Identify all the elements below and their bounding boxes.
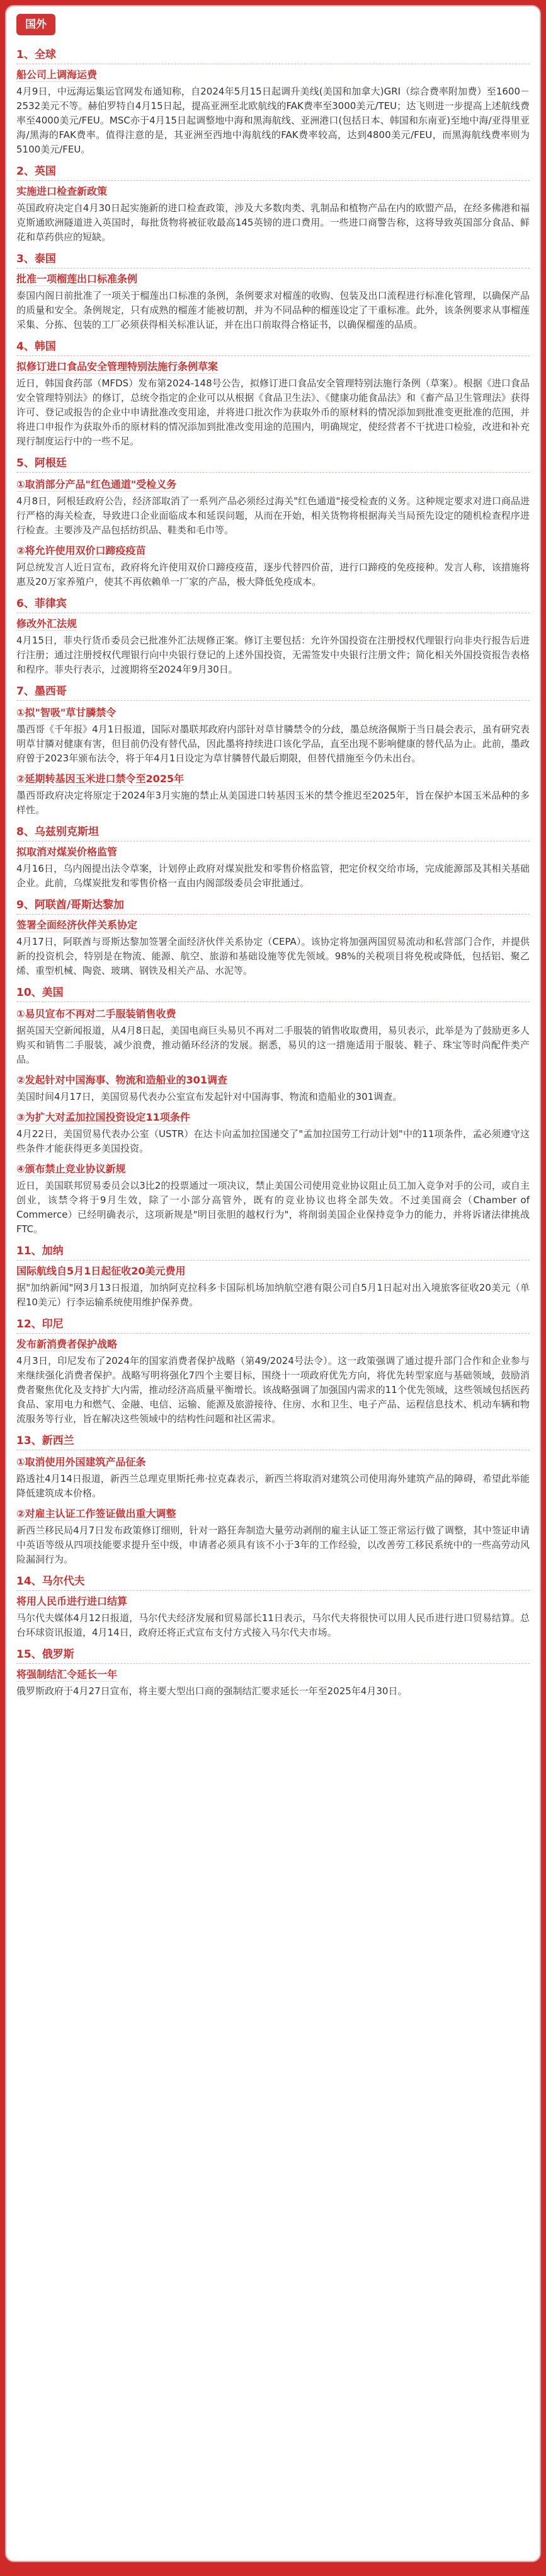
news-title: 实施进口检查新政策	[16, 185, 108, 197]
title-row	[6, 6, 540, 40]
news-body: 墨西哥《千年报》4月1日报道，国际对墨联邦政府内部针对草甘膦禁令的分歧，墨总统洛佩斯于当日晨会表示，虽有研究表明草甘膦对健康有害，但目前仍没有替代品，因此墨将持续进口该化学品，直至出现不影响健康的替代品为止。此前，墨政府曾于2023年颁布法令，将于年4月1日设定为草甘膦替代最后期限，但替代措施至今仍未出台。	[16, 724, 530, 764]
news-subtitle: ②延期转基因玉米进口禁令至2025年	[16, 773, 185, 785]
country-section	[16, 1244, 530, 1310]
news-item	[16, 918, 530, 978]
country-section	[16, 1574, 530, 1640]
news-item	[16, 272, 530, 332]
news-body: 墨西哥政府决定将原定于2024年3月实施的禁止从美国进口转基因玉米的禁令推迟至2025年，旨在保护本国玉米品种的多样性。	[16, 790, 530, 816]
country-section	[16, 252, 530, 332]
news-body: 4月3日，印尼发布了2024年的国家消费者保护战略（第49/2024号法令）。这一政策强调了通过提升部门合作和企业参与来继续强化消费者保护。战略写明将强化7四个主要目标，围绕十一项政府优先方向，将优先转型家庭与基础领域，鼓励消费者聚焦优化及支持扩大内需，推动经济高质量平衡增长。该战略强调了加强国内需求的11个优先领域，这些领域包括医药食品、家用电力和燃气、金融、电信、运输、能源及旅游接待、住房、水和卫生、电子产品、运程信息技术、机动车辆和物流服务等行业，旨在解决这些领域中的结构性问题和社区需求。	[16, 1355, 530, 1424]
country-heading: 3、泰国	[16, 252, 530, 269]
news-item	[16, 1668, 530, 1699]
news-item	[16, 772, 530, 817]
news-title: 将用人民币进行进口结算	[16, 1595, 128, 1607]
country-section	[16, 1648, 530, 1699]
country-heading: 13、新西兰	[16, 1434, 530, 1450]
news-body: 4月17日，阿联酋与哥斯达黎加签署全面经济伙伴关系协定（CEPA）。该协定将加强两国贸易流动和私营部门合作，并提供新的投资机会，特别是在物流、能源、航空、旅游和基础设施等优先领域。98%的关税项目将免税或降低，包括铝、聚乙烯、重型机械、陶瓷、玻璃、钢铁及相关产品、水泥等。	[16, 936, 530, 976]
news-body: 4月22日，美国贸易代表办公室（USTR）在达卡向孟加拉国递交了"孟加拉国劳工行动计划"中的11项条件，孟必须遵守这些条件才能获得更多美国投资。	[16, 1128, 530, 1154]
country-heading: 6、菲律宾	[16, 597, 530, 613]
country-section	[16, 825, 530, 891]
country-heading: 4、韩国	[16, 340, 530, 356]
country-section	[16, 684, 530, 817]
news-body: 4月8日，阿根廷政府公告，经济部取消了一系列产品必须经过海关"红色通道"接受检查的义务。这种规定要求对进口商品进行严格的海关检查，导致进口企业面临成本和延误问题，从而在开始，相关货物将根据海关当局预先设定的随机检查程序进行检查。主要涉及产品包括纺织品、鞋类和毛巾等。	[16, 495, 530, 536]
news-subtitle: ①取消使用外国建筑产品征条	[16, 1456, 146, 1468]
news-card	[5, 5, 541, 2562]
news-body: 新西兰移民局4月7日发布政策修订细则，针对一路狂奔制造大量劳动剥削的雇主认证工签正常运行做了调整，其中签证申请中英语等级从四项技能要求提升至中级，申请者必须具有该不小于3年的工作经验，以改善劳工移民系统中的一些高劳动风险漏洞行为。	[16, 1525, 530, 1565]
content	[6, 40, 540, 1699]
country-heading: 5、阿根廷	[16, 456, 530, 473]
news-item	[16, 1455, 530, 1501]
news-item	[16, 845, 530, 891]
country-section	[16, 456, 530, 589]
country-section	[16, 1317, 530, 1426]
news-body: 俄罗斯政府于4月27日宣布，将主要大型出口商的强制结汇要求延长一年至2025年4月30日。	[16, 1685, 407, 1697]
country-section	[16, 340, 530, 449]
news-title: 修改外汇法规	[16, 618, 77, 630]
news-subtitle: ③为扩大对孟加拉国投资设定11项条件	[16, 1111, 190, 1123]
country-heading: 7、墨西哥	[16, 684, 530, 701]
country-section	[16, 898, 530, 978]
country-section	[16, 597, 530, 677]
news-item	[16, 1507, 530, 1567]
news-item	[16, 617, 530, 677]
news-item	[16, 1595, 530, 1640]
news-item	[16, 1073, 530, 1104]
country-heading: 11、加纳	[16, 1244, 530, 1261]
section-title-badge: 国外	[16, 14, 55, 35]
country-section	[16, 48, 530, 157]
news-item	[16, 1111, 530, 1156]
news-title: 拟取消对煤炭价格监管	[16, 846, 118, 858]
news-item	[16, 1007, 530, 1067]
news-body: 4月16日，乌内阁提出法令草案，计划停止政府对煤炭批发和零售价格监管，把定价权交给市场，完成能源部及其相关基础企业。此前，乌煤炭批发和零售价格一直由内阁部级委员会审批通过。	[16, 863, 530, 889]
news-item	[16, 185, 530, 245]
country-heading: 9、阿联酋/哥斯达黎加	[16, 898, 530, 915]
country-heading: 1、全球	[16, 48, 530, 64]
news-item	[16, 68, 530, 157]
news-title: 批准一项榴莲出口标准条例	[16, 273, 138, 285]
news-item	[16, 360, 530, 449]
news-title: 国际航线自5月1日起征收20美元费用	[16, 1265, 186, 1277]
news-title: 船公司上调海运费	[16, 69, 98, 81]
country-section	[16, 1434, 530, 1567]
news-subtitle: ②将允许使用双价口蹄疫疫苗	[16, 545, 146, 557]
country-section	[16, 165, 530, 245]
news-body: 英国政府决定自4月30日起实施新的进口检查政策，涉及大多数肉类、乳制品和植物产品在内的欧盟产品，在经多佛港和福克斯通欧洲隧道进入英国时，每批货物将被征收最高145英镑的进口费用。一些进口商警告称，这将导致英国部分食品、鲜花和草药供应的短缺。	[16, 202, 530, 243]
news-item	[16, 1264, 530, 1310]
news-item	[16, 1337, 530, 1426]
news-title: 拟修订进口食品安全管理特别法施行条例草案	[16, 361, 219, 373]
news-body: 路透社4月14日报道，新西兰总理克里斯托弗·拉克森表示，新西兰将取消对建筑公司使用海外建筑产品的障碍，希望此举能降低建筑成本价格。	[16, 1473, 530, 1499]
news-subtitle: ①易贝宣布不再对二手服装销售收费	[16, 1008, 176, 1020]
news-body: 阿总统发言人近日宣布，政府将允许使用双价口蹄疫疫苗，逐步代替四价苗，进行口蹄疫的免疫接种。发言人称，该措施将惠及20万家养殖户，使其不再依赖单一厂家的产品，极大降低免疫成本。	[16, 562, 530, 587]
news-body: 4月15日，菲央行货币委员会已批准外汇法规修正案。修订主要包括：允许外国投资在注册授权代理银行向非央行报告后进行注册；通过注册授权代理银行向中央银行登记的上述外国投资，无需签发中央银行注册文件；简化相关外国投资报告表格和程序。菲央行表示，过渡期将至2024年9月30日。	[16, 635, 530, 675]
news-body: 4月9日，中远海运集运官网发布通知称，自2024年5月15日起调升美线(美国和加拿大)GRI（综合费率附加费）至1600－2532美元不等。赫伯罗特自4月15日起，提高亚洲至北欧航线的FAK费率至3000美元/TEU；达飞则进一步提高上述航线费率至4000美元/FEU。MSC亦于4月15日起调整地中海和黑海航线、亚洲港口(包括日本、韩国和东南亚)至地中海/亚得里亚海/黑海的FAK费率。值得注意的是，其亚洲至西地中海航线的FAK费率较高，达到4800美元/FEU，而黑海航线费率则为5100美元/FEU。	[16, 86, 530, 155]
country-heading: 15、俄罗斯	[16, 1648, 530, 1664]
country-heading: 2、英国	[16, 165, 530, 181]
news-title: 发布新消费者保护战略	[16, 1338, 118, 1350]
news-body: 马尔代夫媒体4月12日报道，马尔代夫经济发展和贸易部长11日表示，马尔代夫将很快可以用人民币进行进口贸易结算。总台环球资讯报道，4月14日，政府还将正式宣布支付方式接入马尔代夫市场。	[16, 1612, 530, 1638]
news-subtitle: ①取消部分产品"红色通道"受检义务	[16, 478, 177, 490]
news-body: 据"加纳新闻"网3月13日报道，加纳阿克拉科多卡国际机场加纳航空港有限公司自5月1日起对出入境旅客征收20美元（单程10美元）行李运输系统使用维护保养费。	[16, 1282, 530, 1308]
news-body: 据英国天空新闻报道，从4月8日起，美国电商巨头易贝不再对二手服装的销售收取费用，易贝表示，此举是为了鼓励更多人购买和销售二手服装，减少浪费，推动循环经济的发展。据悉，易贝的这一措施适用于服装、鞋子、珠宝等时尚配件类产品。	[16, 1025, 530, 1065]
news-item	[16, 544, 530, 589]
country-heading: 14、马尔代夫	[16, 1574, 530, 1591]
news-subtitle: ②发起针对中国海事、物流和造船业的301调查	[16, 1074, 227, 1086]
news-title: 将强制结汇令延长一年	[16, 1668, 118, 1680]
news-body: 近日，美国联邦贸易委员会以3比2的投票通过一项决议，禁止美国公司使用竞业协议阻止员工加入竞争对手的公司，或自主创业，该禁令将于9月生效，除了一小部分高管外，既有的竞业协议也将全部失效。不过美国商会（Chamber of Commerce）已经明确表示，这项新规是"明目张胆的越权行为"，将削弱美国企业保持竞争力的能力，并将诉诸法律挑战FTC。	[16, 1180, 530, 1235]
news-subtitle: ②对雇主认证工作签证做出重大调整	[16, 1508, 176, 1520]
news-item	[16, 706, 530, 766]
news-item	[16, 1162, 530, 1237]
country-heading: 10、美国	[16, 986, 530, 1002]
news-subtitle: ④颁布禁止竞业协议新规	[16, 1163, 126, 1175]
news-item	[16, 478, 530, 538]
news-subtitle: ①拟"智吸"草甘膦禁令	[16, 707, 117, 719]
country-heading: 12、印尼	[16, 1317, 530, 1334]
news-body: 近日，韩国食药部（MFDS）发布第2024-148号公告，拟修订进口食品安全管理特别法施行条例（草案）。根据《进口食品安全管理特别法》的修订，总统令指定的企业可以从根据《食品卫生法》、《健康功能食品法》和《畜产品卫生管理法》获得许可、登记或报告的企业中申请批准改变用途，并将进口批次作为获取外币的原材料的情况添加到批准变更批准的范围，并将进口申报作为获取外币的原材料的情况添加到批准改变用途的范围内，明确规定，使经营者不干扰进口检验，改进和补充现行制度运行中的一些不足。	[16, 378, 530, 447]
news-body: 泰国内阁日前批准了一项关于榴莲出口标准的条例，条例要求对榴莲的收购、包装及出口流程进行标准化管理，以确保产品的质量和安全。条例规定，只有成熟的榴莲才能被切割，并为不同品种的榴莲设定了干重标准。此外，该条例要求从事榴莲采集、分拣、包装的工厂必须获得相关标准认证，并在出口前取得合格证书，以确保榴莲的品质。	[16, 290, 530, 330]
country-section	[16, 986, 530, 1237]
news-title: 签署全面经济伙伴关系协定	[16, 919, 138, 931]
country-heading: 8、乌兹别克斯坦	[16, 825, 530, 841]
news-body: 美国时间4月17日，美国贸易代表办公室宣布发起针对中国海事、物流和造船业的301调查。	[16, 1091, 402, 1102]
